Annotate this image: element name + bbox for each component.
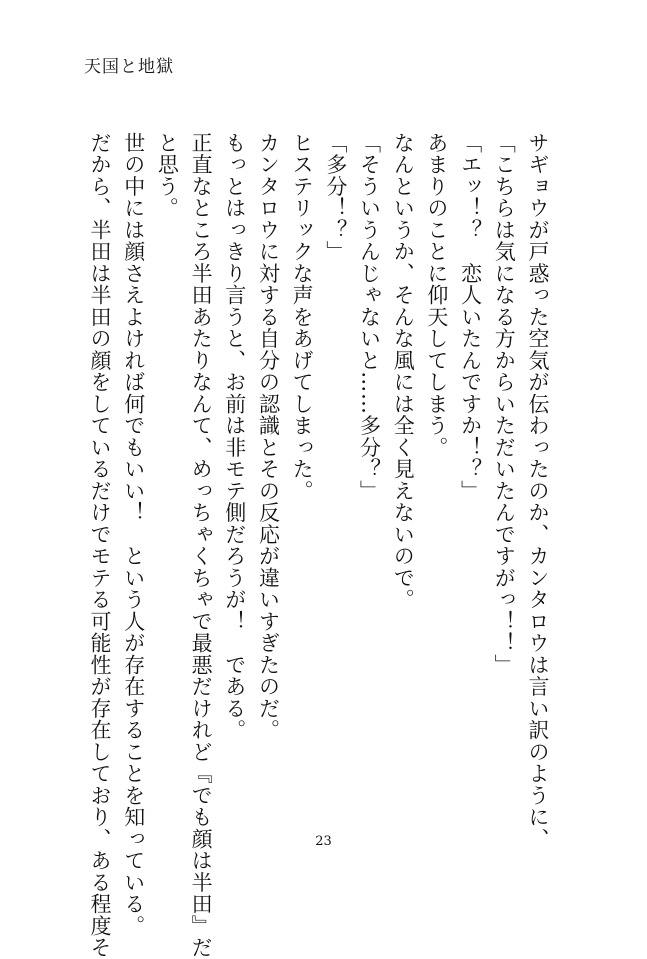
page-number: 23 xyxy=(315,834,332,849)
text-line-8: ヒステリックな声をあげてしまった。 xyxy=(290,132,315,502)
text-line-12: と思う。 xyxy=(155,132,180,219)
text-line-3: 「エッ！？ 恋人いたんですか！？」 xyxy=(458,132,483,502)
text-line-4: あまりのことに仰天してしまう。 xyxy=(424,132,449,459)
text-line-14: だから、半田は半田の顔をしているだけでモテる可能性が存在しており、ある程度そ xyxy=(88,132,112,959)
text-line-6: 「そういうんじゃないと……多分？」 xyxy=(357,132,382,502)
text-line-13: 世の中には顔さえよければ何でもいい！ という人が存在することを知っている。 xyxy=(121,132,146,937)
running-header-title: 天国と地獄 xyxy=(84,57,174,77)
text-line-2: 「こちらは気になる方からいただいたんですがっ！！」 xyxy=(492,132,517,676)
text-line-5: なんというか、そんな風には全く見えないので。 xyxy=(391,132,416,611)
text-line-7: 「多分！？」 xyxy=(323,132,348,263)
text-line-9: カンタロウに対する自分の認識とその反応が違いすぎたのだ。 xyxy=(256,132,281,741)
text-line-11: 正直なところ半田あたりなんて、めっちゃくちゃで最悪だけれど『でも顔は半田』だ xyxy=(189,132,214,959)
text-line-10: もっとはっきり言うと、お前は非モテ側だろうが！ である。 xyxy=(222,132,247,741)
text-line-1: サギョウが戸惑った空気が伝わったのか、カンタロウは言い訳のように、 xyxy=(525,132,550,850)
